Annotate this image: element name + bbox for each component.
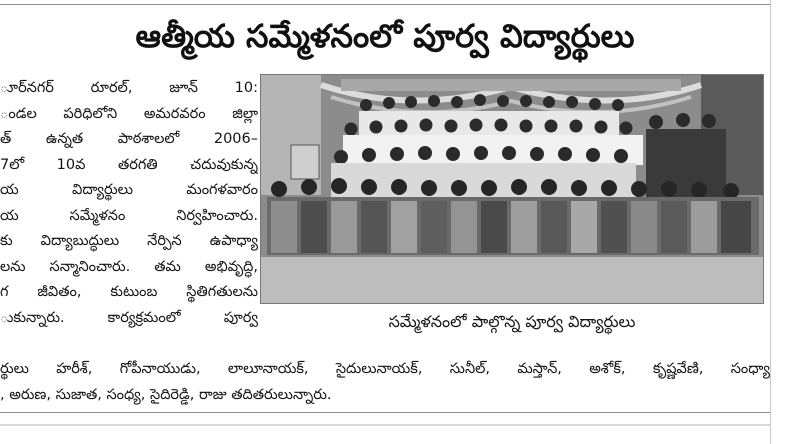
body-line-full: ర్థులు హరీశ్, గోపీనాయుడు, లాలూనాయక్, సైదులునాయక్, సునీల్, మస్తాన్, అశోక్, కృష్ణవేణి, సంధ్యా [0,361,770,377]
body-line: య విద్యార్థులు మంగళవారం [0,182,258,198]
body-line: త్ ఉన్నత పాఠశాలలో 2006– [0,131,258,147]
group-photo [260,74,764,304]
article-headline: ఆత్మీయ సమ్మేళనంలో పూర్వ విద్యార్థులు [135,17,635,55]
column-divider [770,0,771,444]
body-line: ండల పరిధిలోని అమరవరం జిల్లా [0,105,258,122]
body-line: గ జీవితం, కుటుంబ స్థితిగతులను [0,284,258,300]
body-line: 7లో 10వ తరగతి చదువుకున్న [0,156,258,173]
body-line-full: , అరుణ, సుజాత, సంధ్య, సైదిరెడ్డి, రాజు తదితరులున్నారు. [0,387,332,403]
group-photo-illustration [261,75,763,303]
body-line: య సమ్మేళనం నిర్వహించారు. [0,207,258,224]
body-line: ూర్‌నగర్ రూరల్, జూన్ 10: [0,80,258,96]
body-line: లను సన్మానించారు. తమ అభివృద్ధి, [0,258,258,275]
body-line: ుకున్నారు. కార్యక్రమంలో పూర్వ [0,309,258,326]
photo-caption: సమ్మేళనంలో పాల్గొన్న పూర్వ విద్యార్థులు [388,312,636,331]
top-rule [0,4,770,5]
body-line: కు విద్యాబుద్ధులు నేర్పిన ఉపాధ్యా [0,233,258,249]
article-body-column [0,76,258,376]
bottom-rule [0,412,770,413]
page-fold-line [0,424,770,426]
